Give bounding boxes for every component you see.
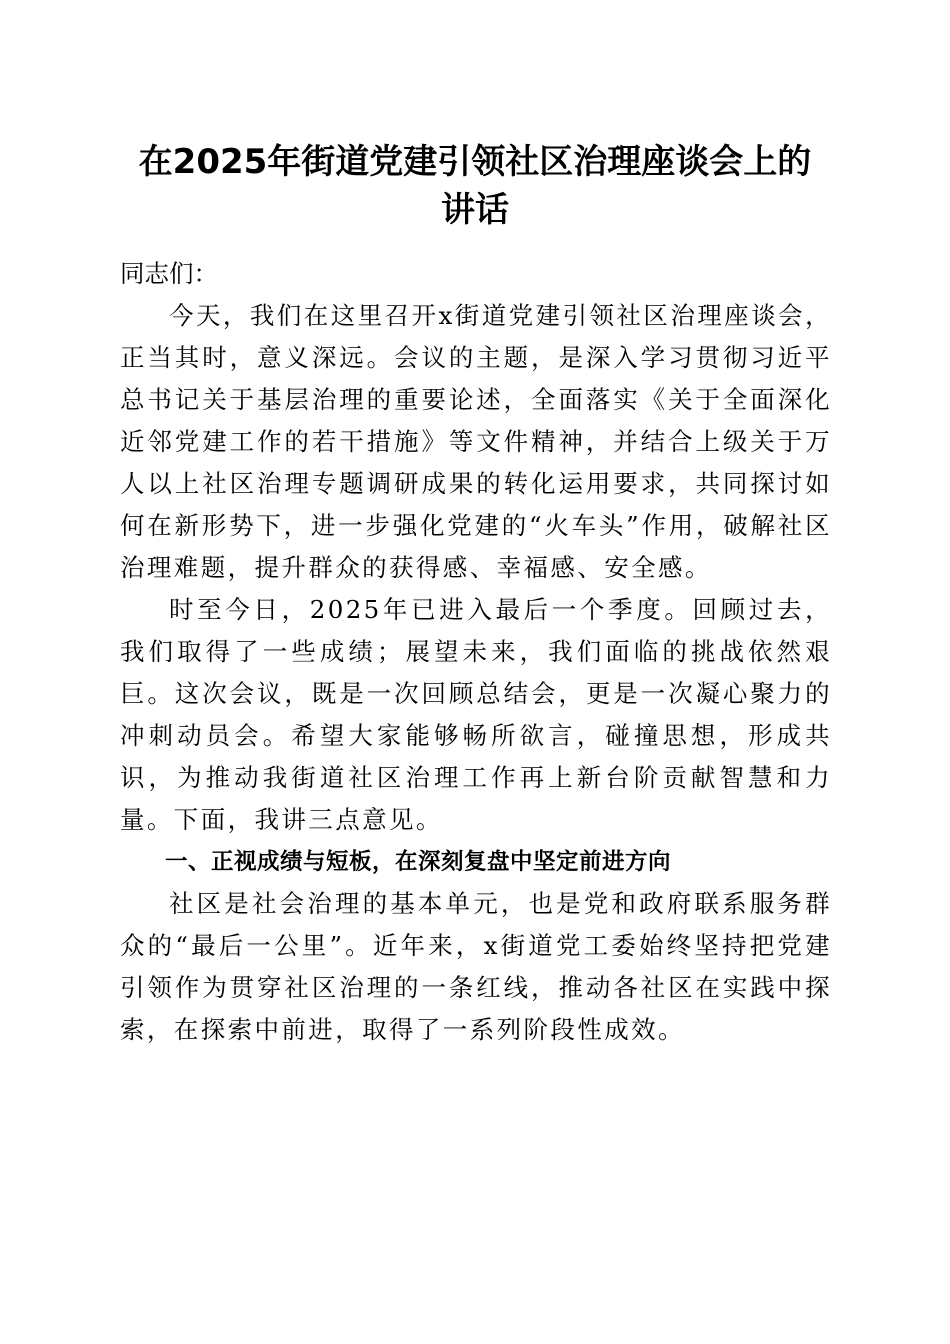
document-body xyxy=(120,253,832,1051)
section-heading-1: 一、正视成绩与短板，在深刻复盘中坚定前进方向 xyxy=(165,849,672,875)
paragraph-3: 社区是社会治理的基本单元，也是党和政府联系服务群众的“最后一公里”。近年来，x街道党工委始终坚持把党建引领作为贯穿社区治理的一条红线，推动各社区在实践中探索，在探索中前进，取得了一系列阶段性成效。 xyxy=(120,889,832,1044)
document-title xyxy=(100,138,850,234)
paragraph-1: 今天，我们在这里召开x街道党建引领社区治理座谈会，正当其时，意义深远。会议的主题，是深入学习贯彻习近平总书记关于基层治理的重要论述，全面落实《关于全面深化近邻党建工作的若干措施》等文件精神，并结合上级关于万人以上社区治理专题调研成果的转化运用要求，共同探讨如何在新形势下，进一步强化党建的“火车头”作用，破解社区治理难题，提升群众的获得感、幸福感、安全感。 xyxy=(120,301,832,582)
title-line-2: 讲话 xyxy=(441,190,509,230)
title-line-1: 在2025年街道党建引领社区治理座谈会上的 xyxy=(138,142,812,182)
salutation: 同志们： xyxy=(120,259,218,288)
paragraph-2: 时至今日，2025年已进入最后一个季度。回顾过去，我们取得了一些成绩；展望未来，我们面临的挑战依然艰巨。这次会议，既是一次回顾总结会，更是一次凝心聚力的冲刺动员会。希望大家能够畅所欲言，碰撞思想，形成共识，为推动我街道社区治理工作再上新台阶贡献智慧和力量。下面，我讲三点意见。 xyxy=(120,595,832,834)
